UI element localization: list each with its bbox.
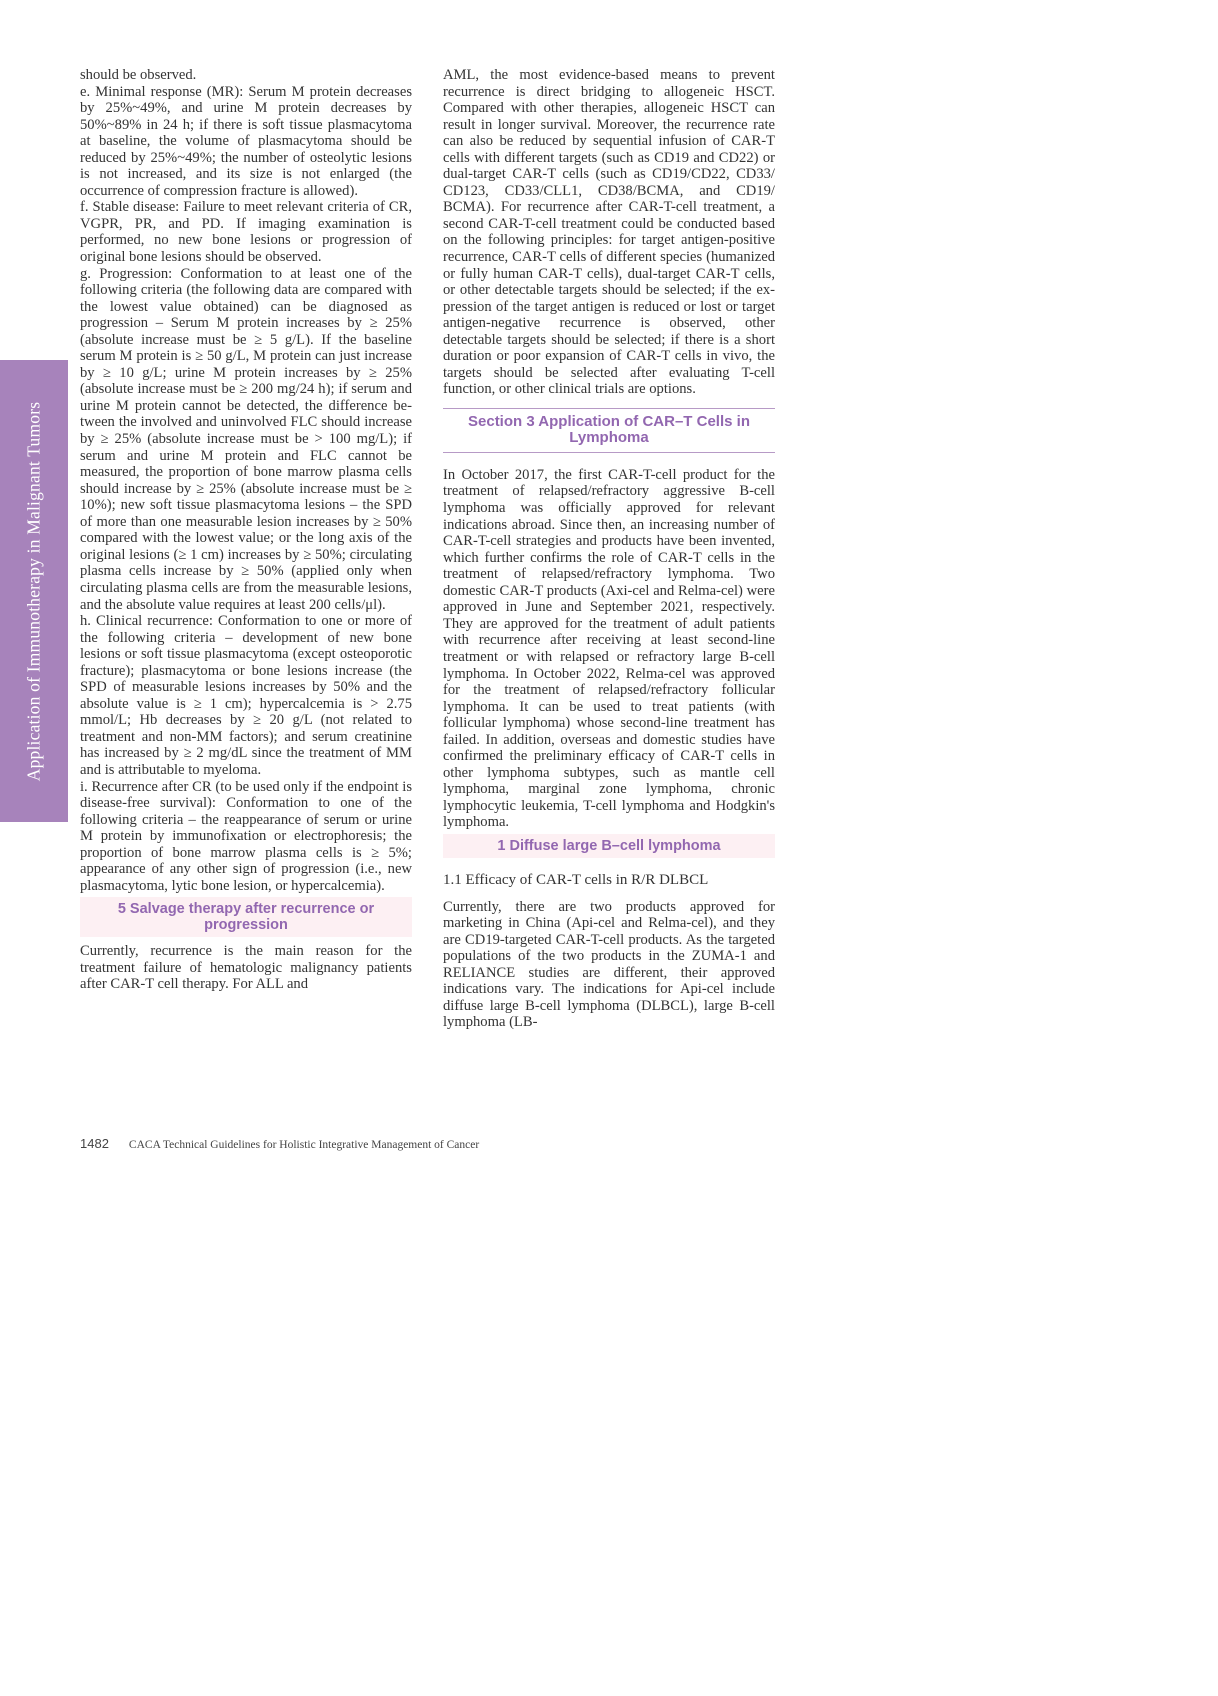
paragraph: e. Minimal response (MR): Serum M protein decreases by 25%~49%, and urine M protein decreases by 50%~89% in 24 h; if there is soft tissue plasmacytoma at baseline, the volume of plasmacytoma should be reduced by 25%~49%; the number of osteolytic lesions is not increased, and its size is not enlarged (the occurrence of compression fracture is allowed).	[80, 83, 412, 199]
paragraph: h. Clinical recurrence: Conformation to one or more of the following criteria – development of new bone lesions or soft tissue plasmacytoma (except osteoporotic fracture); plasmacytoma or bone lesions increase (the SPD of measurable lesions increases by 50% and the absolute value is ≥ 1 cm); hypercalcemia is > 2.75 mmol/L; Hb decreases by ≥ 20 g/L (not related to treatment and non-MM factors); and serum creatinine has increased by ≥ 2 mg/dL since the treatment of MM and is attributable to myeloma.	[80, 613, 412, 778]
running-title: CACA Technical Guidelines for Holistic Integrative Management of Cancer	[128, 1139, 480, 1151]
efficacy-subsubheading: 1.1 Efficacy of CAR-T cells in R/R DLBCL	[443, 871, 709, 888]
paragraph: AML, the most evidence-based means to prevent recurrence is direct bridging to allogeneic HSCT. Compared with other therapies, allogeneic HSCT can result in longer survival. Moreover, the recurrence rate can also be reduced by sequential infusion of CAR-T cells with different targets (such as CD19 and CD22) or dual-target CAR-T cells (such as CD19/CD22, CD33/ CD123, CD33/CLL1, CD38/BCMA, and CD19/ BCMA). For recurrence after CAR-T-cell treatment, a second CAR-T-cell treatment could be conducted based on the following principles: for target antigen-positive recurrence, CAR-T cells of different species (humanized or fully human CAR-T cells), dual-target CAR-T cells, or other detectable targets should be selected; if the expression of the target antigen is reduced or lost or target antigen-negative recurrence is observed, other detectable targets should be selected; if there is a short duration or poor expansion of CAR-T cells in vivo, the targets should be selected after evaluating T-cell function, or other clinical trials are options.	[443, 67, 775, 398]
chapter-side-tab-label: Application of Immunotherapy in Malignant Tumors	[23, 401, 44, 781]
section-heading: Section 3 Application of CAR–T Cells in Lymphoma	[443, 408, 775, 453]
salvage-therapy-heading: 5 Salvage therapy after recurrence or progression	[80, 897, 412, 937]
right-column	[443, 67, 775, 1031]
page-footer	[80, 1136, 479, 1151]
paragraph: Currently, recurrence is the main reason for the treatment failure of hematologic malignancy patients after CAR-T cell therapy. For ALL and	[80, 943, 412, 993]
paragraph: f. Stable disease: Failure to meet relevant criteria of CR, VGPR, PR, and PD. If imaging examination is performed, no new bone lesions or progression of original bone lesions should be observed.	[80, 199, 412, 266]
paragraph: Currently, there are two products approved for marketing in China (Api-cel and Relma-cel), and they are CD19-targeted CAR-T-cell products. As the targeted populations of the two products in the ZUMA-1 and RELIANCE studies are different, their approved indications vary. The indications for Api-cel include diffuse large B-cell lymphoma (DLBCL), large B-cell lymphoma (LB-	[443, 898, 775, 1031]
paragraph: i. Recurrence after CR (to be used only if the endpoint is disease-free survival): Conformation to one of the following criteria – the reappearance of serum or urine M protein by immunofixation or electrophoresis; the proportion of bone marrow plasma cells is ≥ 5%; appearance of any other sign of progression (i.e., new plasmacytoma, lytic bone lesion, or hypercalcemia).	[80, 778, 412, 894]
paragraph: should be observed.	[80, 67, 197, 83]
dlbcl-subheading: 1 Diffuse large B–cell lymphoma	[443, 834, 775, 858]
left-column	[80, 67, 412, 993]
chapter-side-tab	[0, 360, 68, 822]
page-number: 1482	[80, 1136, 109, 1151]
paragraph: g. Progression: Conformation to at least one of the following criteria (the following data are compared with the lowest value obtained) can be diagnosed as progression – Serum M protein increases by ≥ 25% (absolute increase must be ≥ 5 g/L). If the baseline serum M protein is ≥ 50 g/L, M protein can just increase by ≥ 10 g/L; urine M protein increases by ≥ 25% (absolute increase must be ≥ 200 mg/24 h); if serum and urine M protein cannot be detected, the difference between the involved and uninvolved FLC should increase by ≥ 25% (absolute increase must be > 100 mg/L); if serum and urine M protein and FLC cannot be measured, the proportion of bone marrow plasma cells should increase by ≥ 25% (absolute increase must be ≥ 10%); new soft tissue plasmacytoma lesions – the SPD of more than one measurable lesion increases by ≥ 50% compared with the lowest value; or the long axis of the original lesions (≥ 1 cm) increases by ≥ 50%; circulating plasma cells increase by ≥ 50% (applied only when circulating plasma cells are from the measurable lesions, and the absolute value requires at least 200 cells/μl).	[80, 265, 412, 613]
paragraph: In October 2017, the first CAR-T-cell product for the treatment of relapsed/refractory aggressive B-cell lymphoma was officially approved for relevant indications abroad. Since then, an increasing number of CAR-T-cell strategies and products have been invented, which further confirms the role of CAR-T cells in the treatment of relapsed/refractory lymphoma. Two domestic CAR-T products (Axi-cel and Relma-cel) were approved in June and September 2021, respectively. They are approved for the treatment of adult patients with recurrence after receiving at least second-line treatment or with relapsed or refractory large B-cell lymphoma. In October 2022, Relma-cel was approved for the treatment of relapsed/refractory follicular lymphoma. It can be used to treat patients (with follicular lymphoma) whose second-line treatment has failed. In addition, overseas and domestic studies have confirmed the preliminary efficacy of CAR-T cells in other lymphoma subtypes, such as mantle cell lymphoma, marginal zone lymphoma, chronic lymphocytic leukemia, T-cell lymphoma and Hodgkin's lymphoma.	[443, 466, 775, 831]
